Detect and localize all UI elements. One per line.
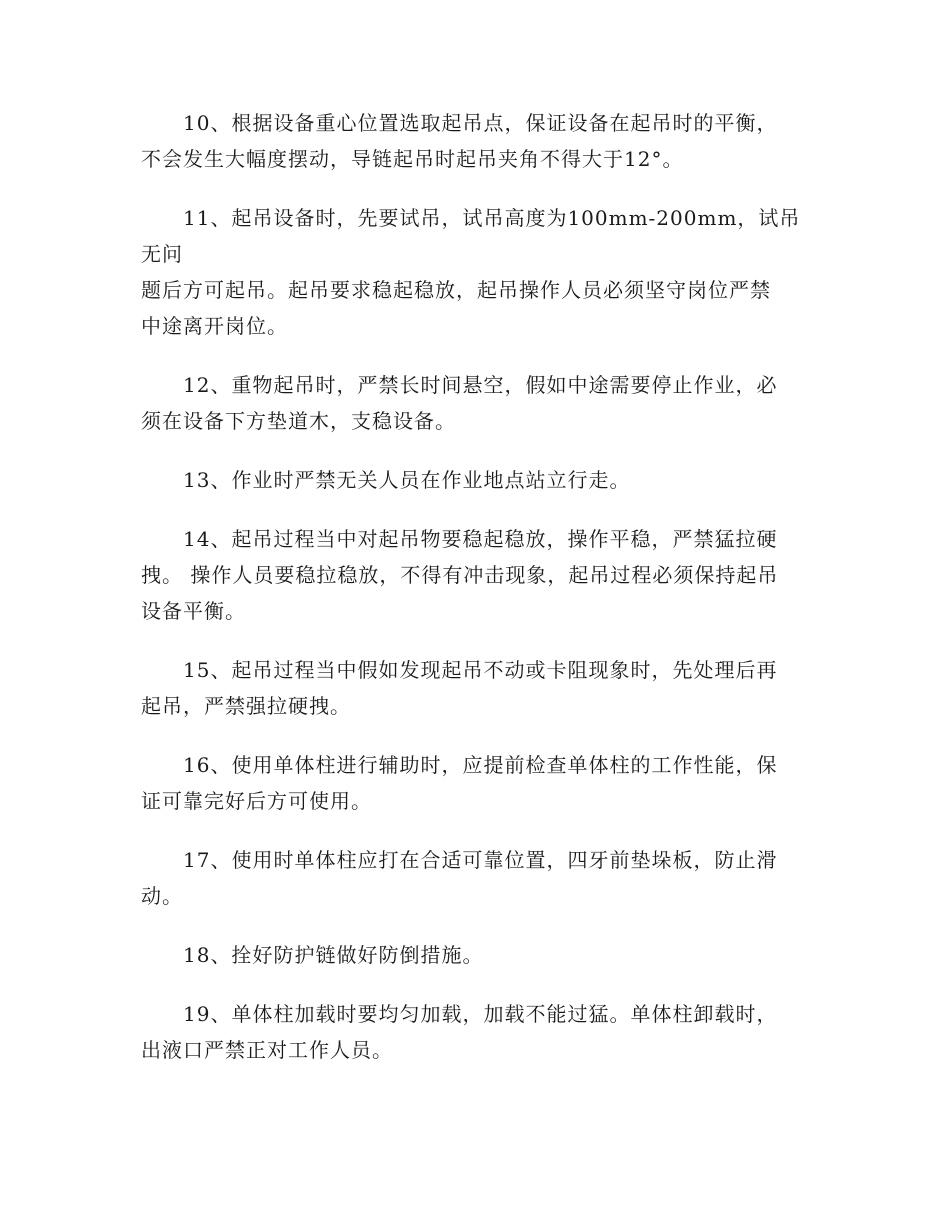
paragraph-item-15: 15、起吊过程当中假如发现起吊不动或卡阻现象时，先处理后再 起吊，严禁强拉硬拽。 — [141, 658, 778, 718]
paragraph-item-10: 10、根据设备重心位置选取起吊点，保证设备在起吊时的平衡， 不会发生大幅度摆动，导链起吊时起吊夹角不得大于12°。 — [141, 111, 778, 171]
paragraph-item-19: 19、单体柱加载时要均匀加载，加载不能过猛。单体柱卸载时， 出液口严禁正对工作人员。 — [141, 1002, 778, 1062]
paragraph-item-11: 11、起吊设备时，先要试吊，试吊高度为100mm-200mm，试吊无问 题后方可起吊。起吊要求稳起稳放，起吊操作人员必须坚守岗位严禁 中途离开岗位。 — [141, 206, 801, 338]
paragraph-item-16: 16、使用单体柱进行辅助时，应提前检查单体柱的工作性能，保 证可靠完好后方可使用。 — [141, 753, 778, 813]
paragraph-item-18: 18、拴好防护链做好防倒措施。 — [183, 943, 484, 967]
paragraph-item-14: 14、起吊过程当中对起吊物要稳起稳放，操作平稳，严禁猛拉硬 拽。 操作人员要稳拉稳放，不得有冲击现象，起吊过程必须保持起吊 设备平衡。 — [141, 527, 779, 623]
paragraph-item-12: 12、重物起吊时，严禁长时间悬空，假如中途需要停止作业，必 须在设备下方垫道木，支稳设备。 — [141, 373, 778, 433]
paragraph-item-13: 13、作业时严禁无关人员在作业地点站立行走。 — [183, 468, 631, 492]
paragraph-item-17: 17、使用时单体柱应打在合适可靠位置，四牙前垫垛板，防止滑 动。 — [141, 848, 778, 908]
document-body — [141, 105, 809, 1091]
